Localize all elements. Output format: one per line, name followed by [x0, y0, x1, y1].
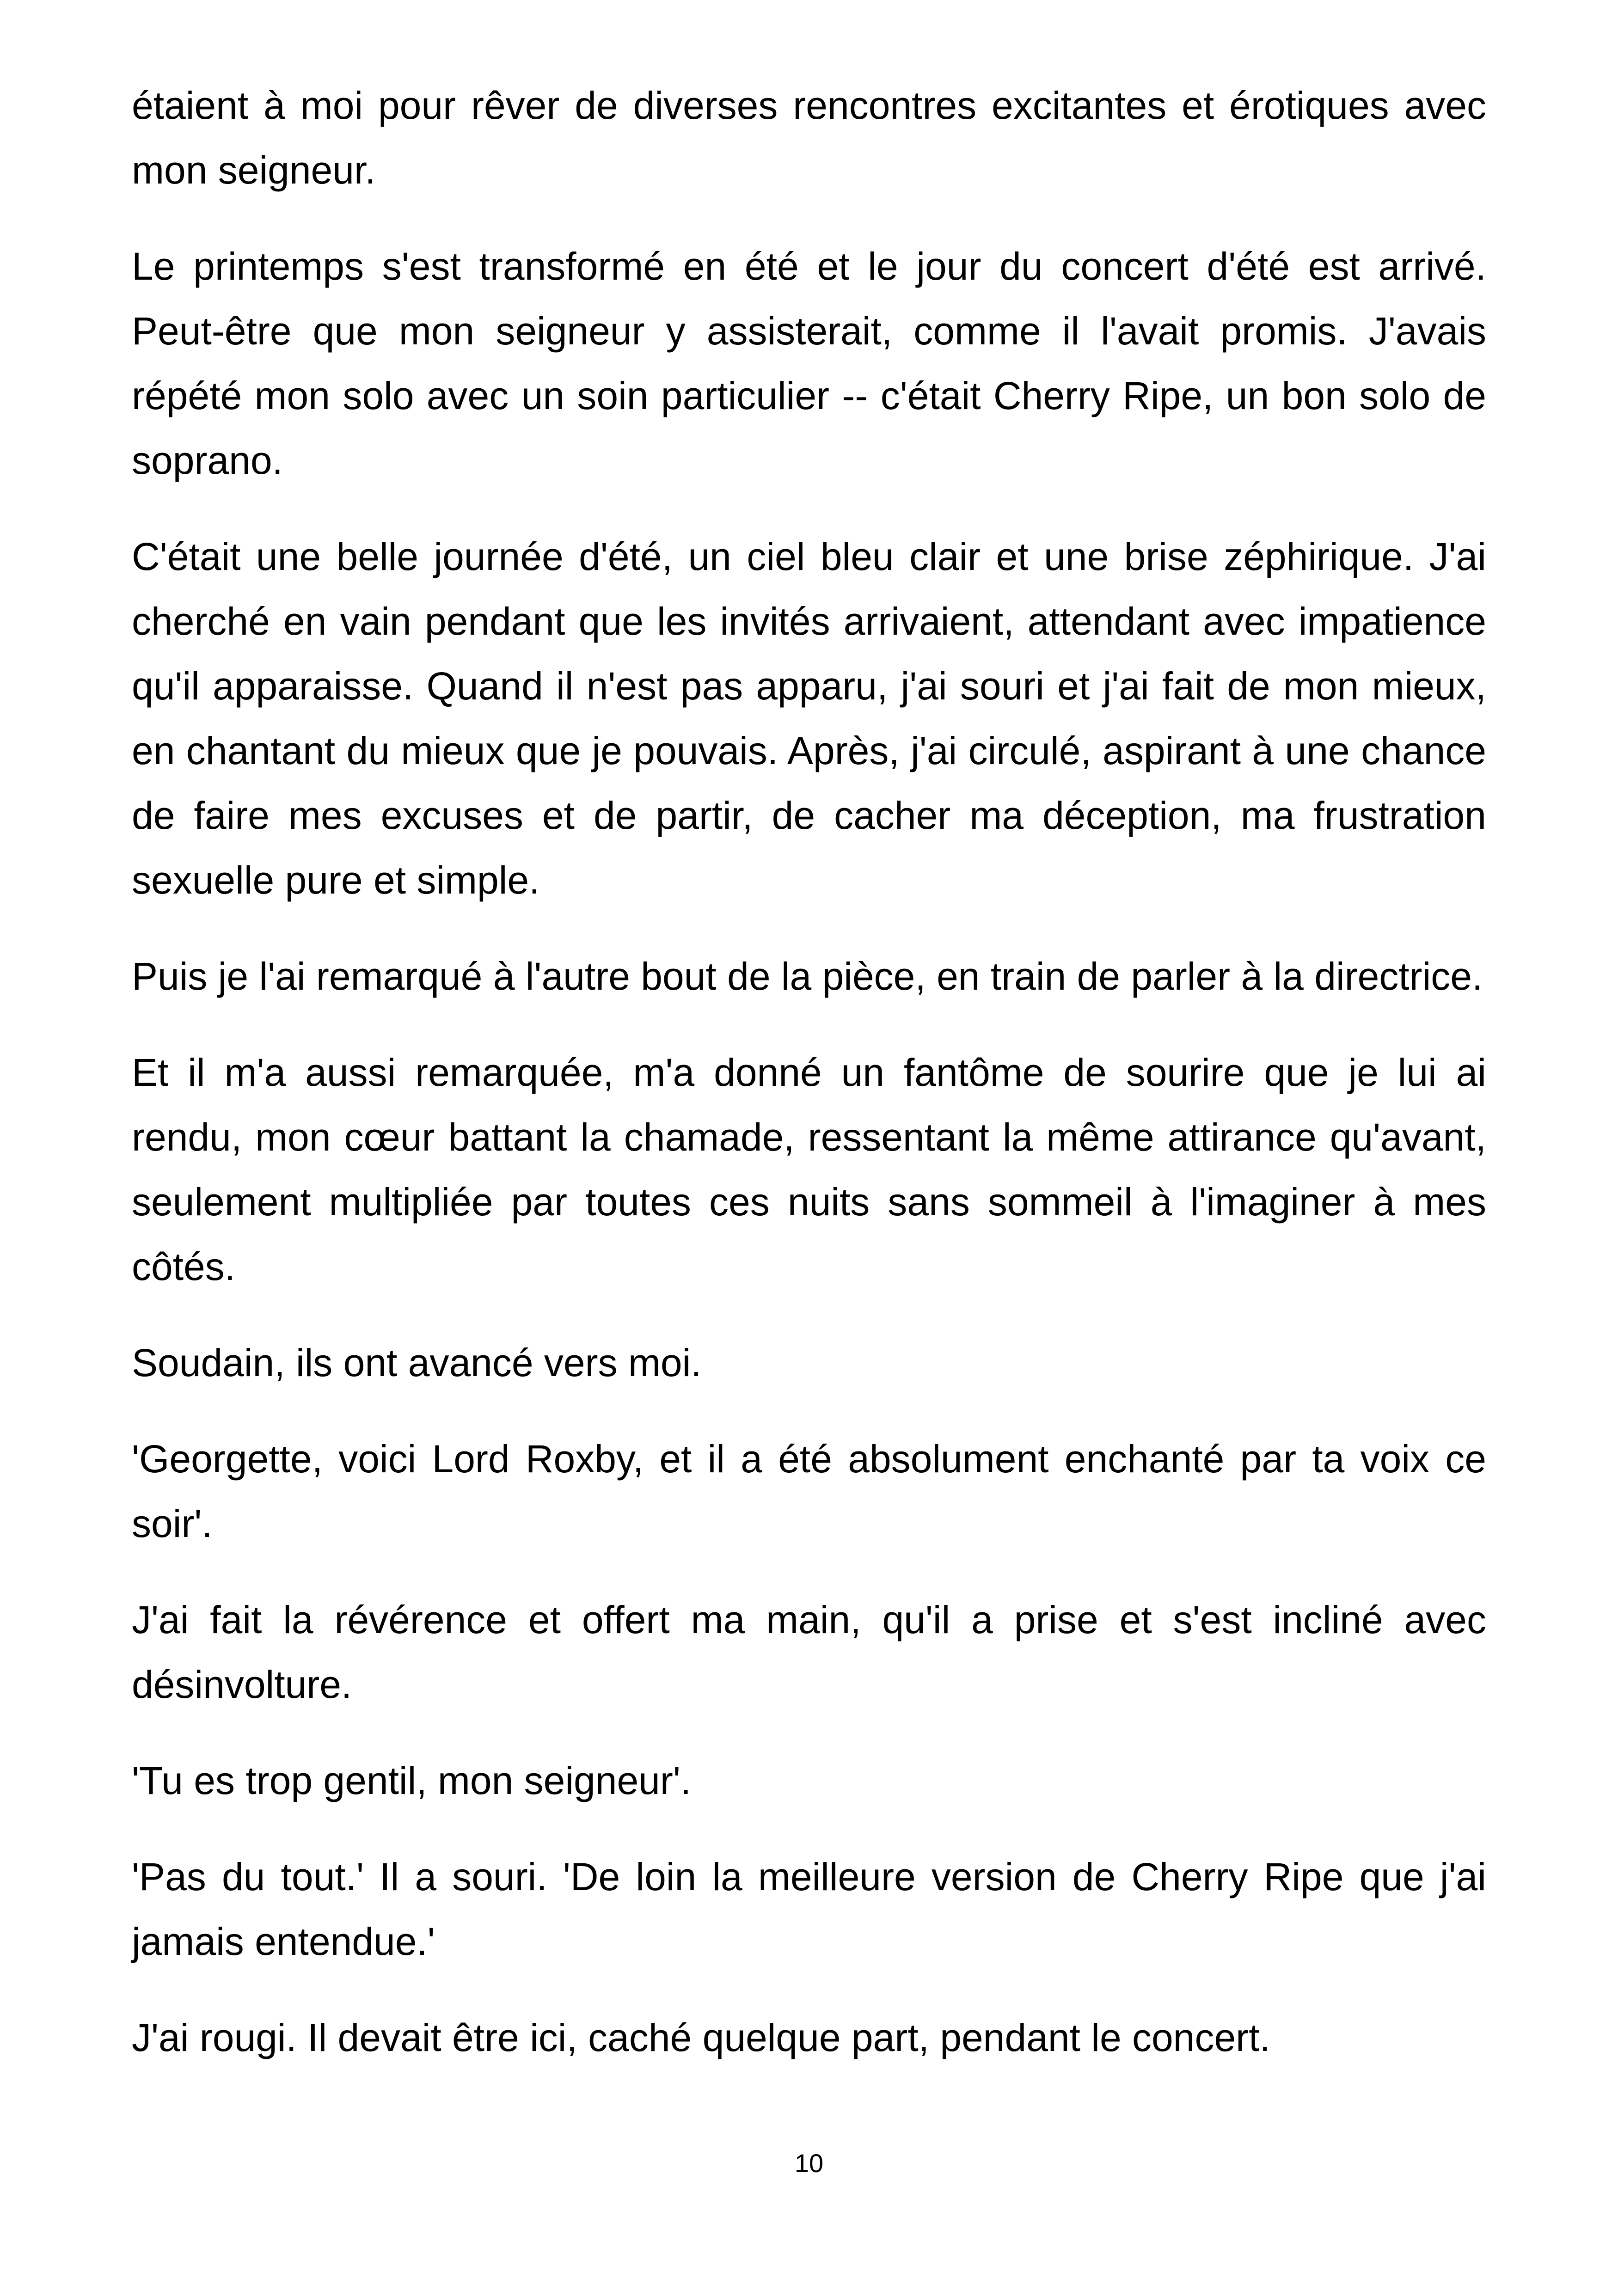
paragraph: 'Pas du tout.' Il a souri. 'De loin la meilleure version de Cherry Ripe que j'ai jamais entendue.': [132, 1855, 1486, 1963]
paragraph: Le printemps s'est transformé en été et le jour du concert d'été est arrivé. Peut-être que mon seigneur y assisterait, comme il l'avait promis. J'avais répété mon solo avec un soin particulier -- c'était Cherry Ripe, un bon solo de soprano.: [132, 245, 1486, 482]
paragraph: J'ai fait la révérence et offert ma main, qu'il a prise et s'est incliné avec désinvolture.: [132, 1598, 1486, 1706]
paragraph: J'ai rougi. Il devait être ici, caché quelque part, pendant le concert.: [132, 2016, 1270, 2059]
paragraph: Puis je l'ai remarqué à l'autre bout de la pièce, en train de parler à la directrice.: [132, 955, 1483, 998]
paragraph: 'Tu es trop gentil, mon seigneur'.: [132, 1759, 692, 1802]
paragraph: Soudain, ils ont avancé vers moi.: [132, 1341, 702, 1384]
paragraph: étaient à moi pour rêver de diverses rencontres excitantes et érotiques avec mon seigneur.: [132, 84, 1486, 192]
paragraph: Et il m'a aussi remarquée, m'a donné un fantôme de sourire que je lui ai rendu, mon cœur battant la chamade, ressentant la même attirance qu'avant, seulement multipliée par toutes ces nuits sans sommeil à l'imaginer à mes côtés.: [132, 1051, 1486, 1288]
body-text: [132, 73, 1486, 2101]
page-number: 10: [794, 2149, 824, 2178]
paragraph: C'était une belle journée d'été, un ciel bleu clair et une brise zéphirique. J'ai cherché en vain pendant que les invités arrivaient, attendant avec impatience qu'il apparaisse. Quand il n'est pas apparu, j'ai souri et j'ai fait de mon mieux, en chantant du mieux que je pouvais. Après, j'ai circulé, aspirant à une chance de faire mes excuses et de partir, de cacher ma déception, ma frustration sexuelle pure et simple.: [132, 535, 1486, 902]
paragraph: 'Georgette, voici Lord Roxby, et il a été absolument enchanté par ta voix ce soir'.: [132, 1437, 1486, 1545]
